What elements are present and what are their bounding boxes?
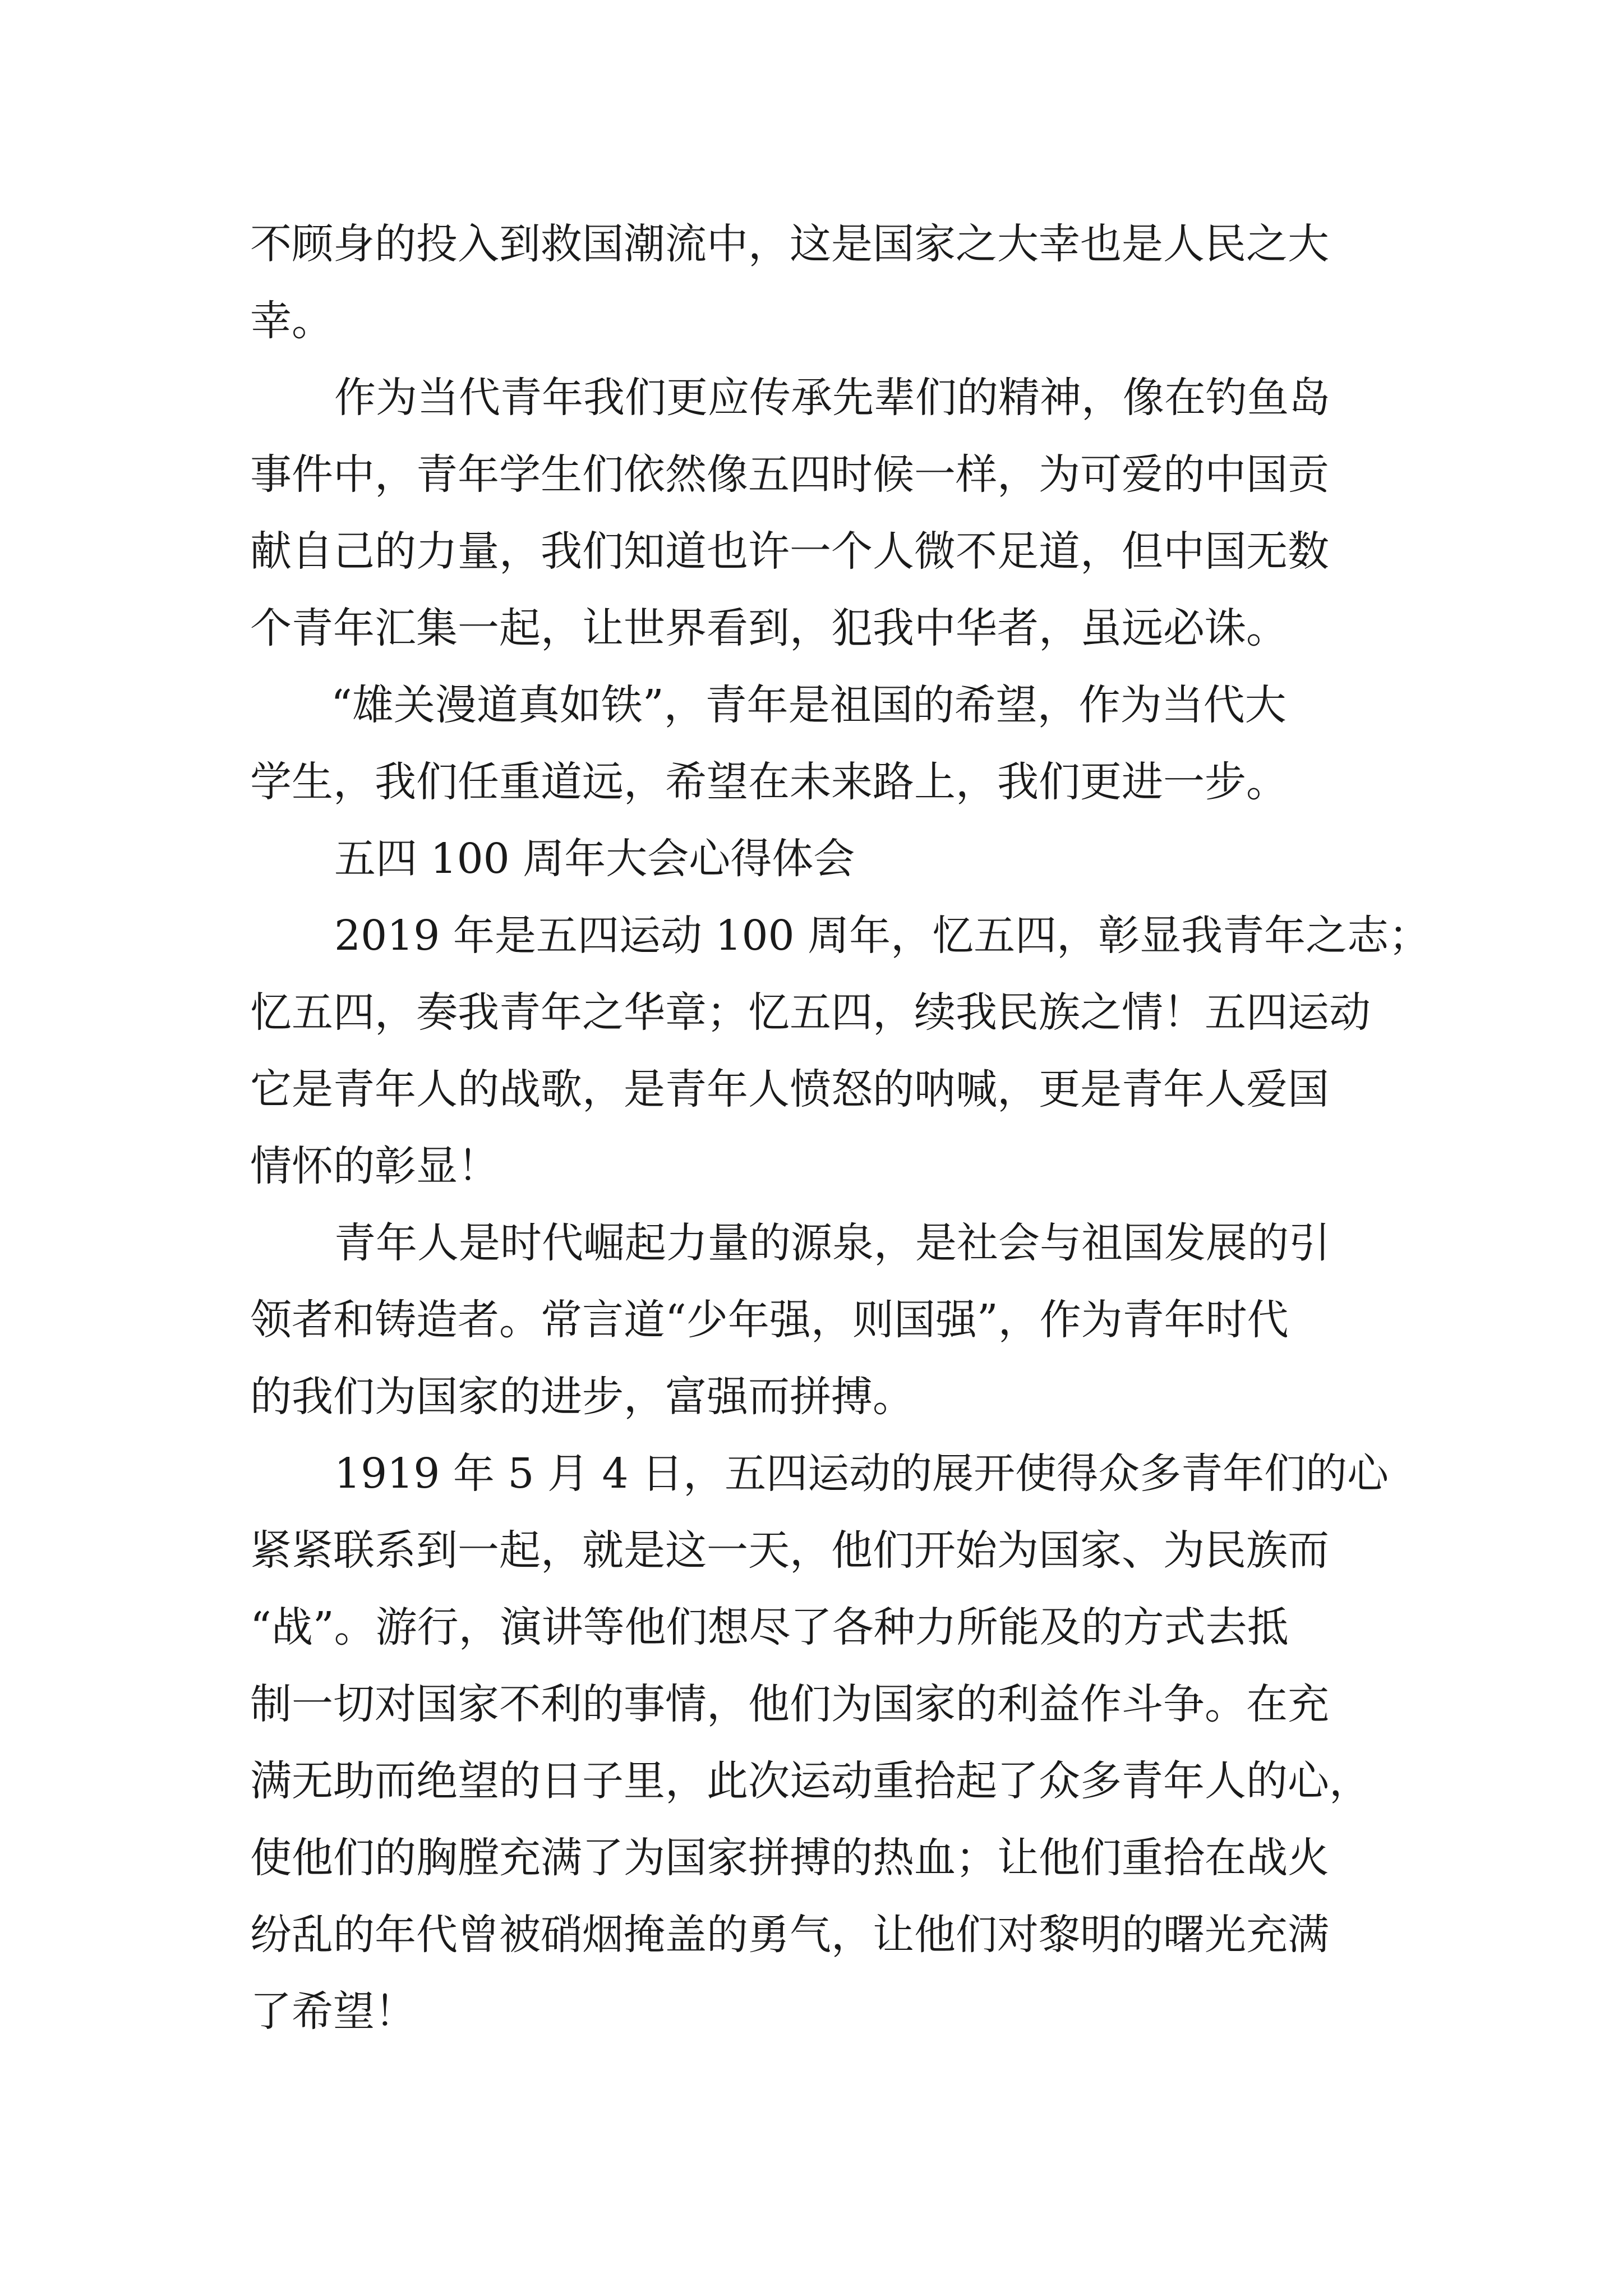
text-line: 事件中，青年学生们依然像五四时候一样，为可爱的中国贡 — [250, 450, 1329, 499]
text-line: “雄关漫道真如铁”，青年是祖国的希望，作为当代大 — [331, 681, 1287, 729]
text-line: 1919 年 5 月 4 日，五四运动的展开使得众多青年们的心 — [334, 1450, 1389, 1498]
text-line: 了希望！ — [250, 1987, 416, 2036]
text-line: 作为当代青年我们更应传承先辈们的精神，像在钓鱼岛 — [334, 374, 1330, 422]
text-line: 满无助而绝望的日子里，此次运动重拾起了众多青年人的心， — [250, 1757, 1371, 1805]
text-line: 制一切对国家不利的事情，他们为国家的利益作斗争。在充 — [250, 1680, 1329, 1728]
text-line: 不顾身的投入到救国潮流中，这是国家之大幸也是人民之大 — [250, 220, 1329, 268]
text-line: 献自己的力量，我们知道也许一个人微不足道，但中国无数 — [250, 527, 1329, 576]
text-line: 它是青年人的战歌，是青年人愤怒的呐喊，更是青年人爱国 — [250, 1065, 1329, 1114]
text-line: 紧紧联系到一起，就是这一天，他们开始为国家、为民族而 — [250, 1526, 1329, 1575]
text-line: 2019 年是五四运动 100 周年，忆五四，彰显我青年之志； — [334, 912, 1431, 960]
text-line: 的我们为国家的进步，富强而拼搏。 — [250, 1373, 914, 1421]
text-line: 使他们的胸膛充满了为国家拼搏的热血；让他们重拾在战火 — [250, 1834, 1329, 1882]
text-line: 纷乱的年代曾被硝烟掩盖的勇气，让他们对黎明的曙光充满 — [250, 1911, 1329, 1959]
section-heading: 五四 100 周年大会心得体会 — [334, 835, 855, 883]
text-line: 个青年汇集一起，让世界看到，犯我中华者，虽远必诛。 — [250, 604, 1288, 652]
text-line: 情怀的彰显！ — [250, 1142, 499, 1190]
text-line: 忆五四，奏我青年之华章；忆五四，续我民族之情！五四运动 — [250, 988, 1371, 1037]
text-line: 幸。 — [250, 297, 333, 345]
text-line: 青年人是时代崛起力量的源泉，是社会与祖国发展的引 — [334, 1219, 1330, 1267]
text-line: 学生，我们任重道远，希望在未来路上，我们更进一步。 — [250, 758, 1288, 806]
text-line: 领者和铸造者。常言道“少年强，则国强”，作为青年时代 — [250, 1296, 1289, 1344]
text-line: “战”。游行，演讲等他们想尽了各种力所能及的方式去抵 — [250, 1603, 1289, 1651]
